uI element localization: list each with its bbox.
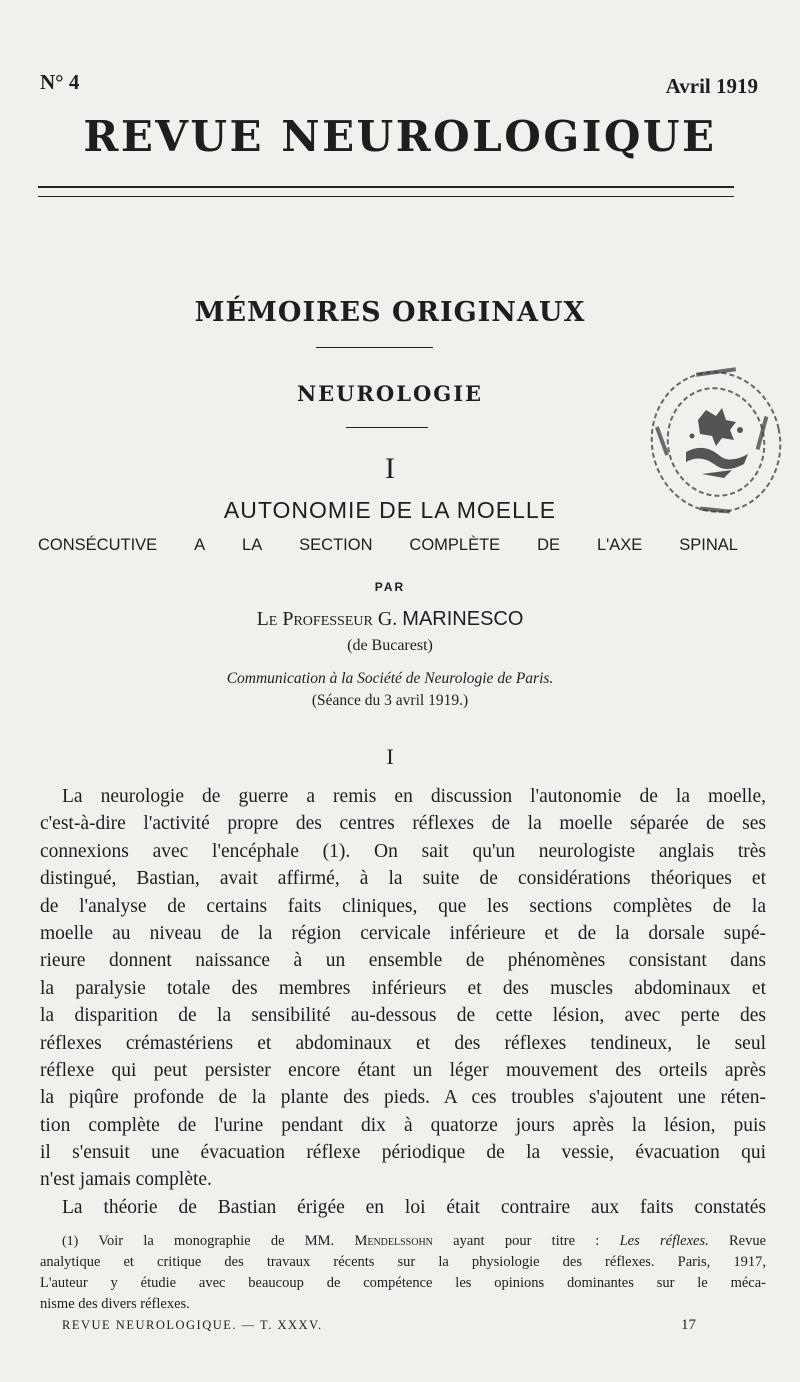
article-number: I bbox=[385, 452, 395, 485]
body-line: il s'ensuit une évacuation réflexe périodique de la vessie, évacuation qui bbox=[40, 1142, 766, 1164]
body-line: la disparition de la sensibilité au-dessous de cette lésion, avec perte des bbox=[40, 1005, 766, 1027]
header-double-rule bbox=[38, 186, 734, 197]
body-line: réflexes crémastériens et abdominaux et des réflexes tendineux, le seul bbox=[40, 1032, 766, 1054]
footnote-book-title: Les réflexes. bbox=[619, 1233, 709, 1249]
issue-number: N° 4 bbox=[40, 70, 80, 94]
body-line: de l'analyse de certains faits cliniques, que les sections complètes de la bbox=[40, 895, 766, 917]
subtitle-word: CONSÉCUTIVE bbox=[38, 536, 158, 554]
subtitle-word: L'AXE bbox=[596, 536, 643, 554]
subsection-rule bbox=[346, 427, 428, 428]
section-heading: MÉMOIRES ORIGINAUX bbox=[194, 297, 586, 328]
body-line: distingué, Bastian, avait affirmé, à la suite de considérations théoriques et bbox=[40, 868, 766, 890]
footnote-authors: Mendelssohn bbox=[354, 1233, 433, 1249]
footnote-text: Voir la monographie de MM. bbox=[98, 1233, 335, 1249]
author-name: MARINESCO bbox=[402, 608, 524, 630]
communication-note: Communication à la Société de Neurologie de Paris. bbox=[226, 670, 554, 687]
footnote-line: L'auteur y étudie avec beaucoup de compétence les opinions dominantes sur le méca- bbox=[40, 1275, 766, 1291]
body-line: tion complète de l'urine pendant dix à quatorze jours après la lésion, puis bbox=[40, 1114, 766, 1136]
body-line: la piqûre profonde de la plante des pieds. A ces troubles s'ajoutent une réten- bbox=[40, 1087, 766, 1109]
body-line: la paralysie totale des membres inférieurs et des muscles abdominaux et bbox=[40, 977, 766, 999]
library-stamp-seal bbox=[636, 356, 790, 524]
author-affiliation: (de Bucarest) bbox=[347, 637, 433, 654]
footnote-mark: (1) bbox=[62, 1234, 79, 1249]
session-date: (Séance du 3 avril 1919.) bbox=[311, 692, 469, 709]
subtitle-word: COMPLÈTE bbox=[409, 536, 501, 554]
body-line: c'est-à-dire l'activité propre des centres réflexes de la moelle séparée de ses bbox=[40, 813, 766, 835]
running-footer: REVUE NEUROLOGIQUE. — T. XXXV. bbox=[62, 1318, 323, 1332]
body-text bbox=[40, 783, 766, 1221]
body-line: n'est jamais complète. bbox=[40, 1169, 212, 1191]
footnote-text: ayant pour titre : bbox=[453, 1233, 600, 1249]
subtitle-word: A bbox=[194, 536, 206, 554]
issue-date: Avril 1919 bbox=[665, 74, 758, 98]
body-line: réflexe qui peut persister encore étant un léger mouvement des orteils après bbox=[40, 1059, 766, 1081]
footnote-text: Revue bbox=[728, 1233, 766, 1249]
part-number: I bbox=[386, 744, 394, 769]
footnote-line: analytique et critique des travaux récents sur la physiologie des réflexes. Paris, 1917, bbox=[40, 1254, 766, 1270]
body-line: rieure donnent naissance à un ensemble de phénomènes consistant dans bbox=[40, 950, 766, 972]
footnote-line: nisme des divers réflexes. bbox=[40, 1296, 190, 1312]
byline-par: PAR bbox=[374, 580, 406, 594]
body-line: La neurologie de guerre a remis en discussion l'autonomie de la moelle, bbox=[62, 786, 766, 807]
subsection-heading: NEUROLOGIE bbox=[296, 381, 484, 406]
body-line: connexions avec l'encéphale (1). On sait qu'un neurologiste anglais très bbox=[40, 840, 766, 862]
section-rule bbox=[316, 347, 433, 348]
article-subtitle bbox=[38, 536, 738, 555]
footnote-line bbox=[40, 1231, 766, 1252]
page-number: 17 bbox=[681, 1317, 696, 1333]
subtitle-word: SECTION bbox=[299, 536, 373, 554]
journal-title: REVUE NEUROLOGIQUE bbox=[83, 112, 717, 161]
subtitle-word: LA bbox=[242, 536, 263, 554]
body-line: moelle au niveau de la région cervicale inférieure et de la dorsale supé- bbox=[40, 922, 766, 944]
subtitle-word: DE bbox=[537, 536, 561, 554]
article-title: AUTONOMIE DE LA MOELLE bbox=[223, 497, 557, 523]
footnote bbox=[40, 1231, 766, 1315]
author-prefix: Le Professeur G. bbox=[256, 608, 398, 630]
author-line bbox=[0, 608, 780, 631]
subtitle-word: SPINAL bbox=[679, 536, 738, 554]
body-line: La théorie de Bastian érigée en loi était contraire aux faits constatés bbox=[62, 1196, 766, 1218]
